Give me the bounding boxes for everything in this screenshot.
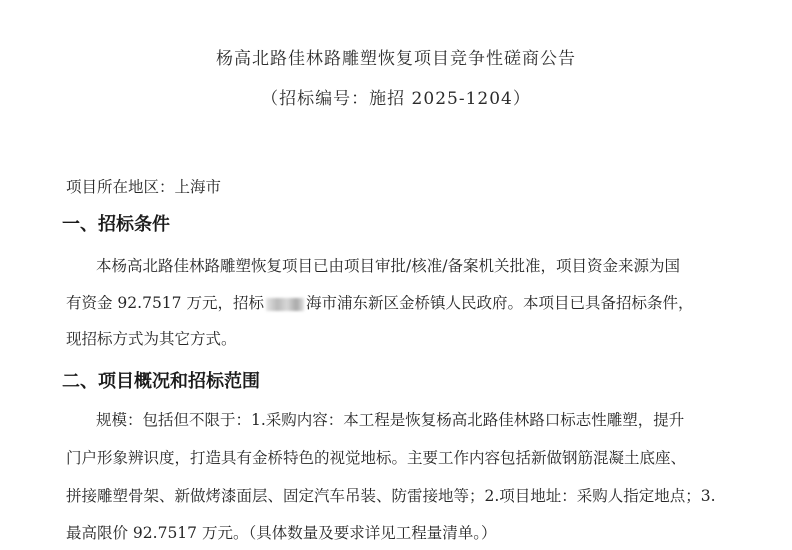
section-1-paragraph-line: 现招标方式为其它方式。 <box>66 330 237 348</box>
section-1-heading: 一、招标条件 <box>62 214 170 235</box>
document-title: 杨高北路佳林路雕塑恢复项目竞争性磋商公告 <box>216 49 576 69</box>
tender-number: （招标编号：施招 2025-1204） <box>261 89 531 109</box>
section-2-paragraph-line: 规模：包括但不限于：1.采购内容：本工程是恢复杨高北路佳林路口标志性雕塑，提升 <box>96 411 685 429</box>
section-2-paragraph-line: 最高限价 92.7517 万元。（具体数量及要求详见工程量清单。） <box>66 524 497 542</box>
redacted-text <box>266 298 304 311</box>
section-2-paragraph-line: 拼接雕塑骨架、新做烤漆面层、固定汽车吊装、防雷接地等；2.项目地址：采购人指定地点；3. <box>66 487 716 505</box>
section-1-paragraph-line <box>66 291 693 313</box>
tenderer-text: 海市浦东新区金桥镇人民政府。本项目已具备招标条件， <box>305 294 694 312</box>
project-location: 项目所在地区：上海市 <box>66 178 222 196</box>
funding-text: 有资金 92.7517 万元，招标 <box>66 294 264 312</box>
section-2-heading: 二、项目概况和招标范围 <box>62 371 260 392</box>
section-1-paragraph-line: 本杨高北路佳林路雕塑恢复项目已由项目审批/核准/备案机关批准，项目资金来源为国 <box>96 257 680 275</box>
section-2-paragraph-line: 门户形象辨识度，打造具有金桥特色的视觉地标。主要工作内容包括新做钢筋混凝土底座、 <box>66 449 687 467</box>
